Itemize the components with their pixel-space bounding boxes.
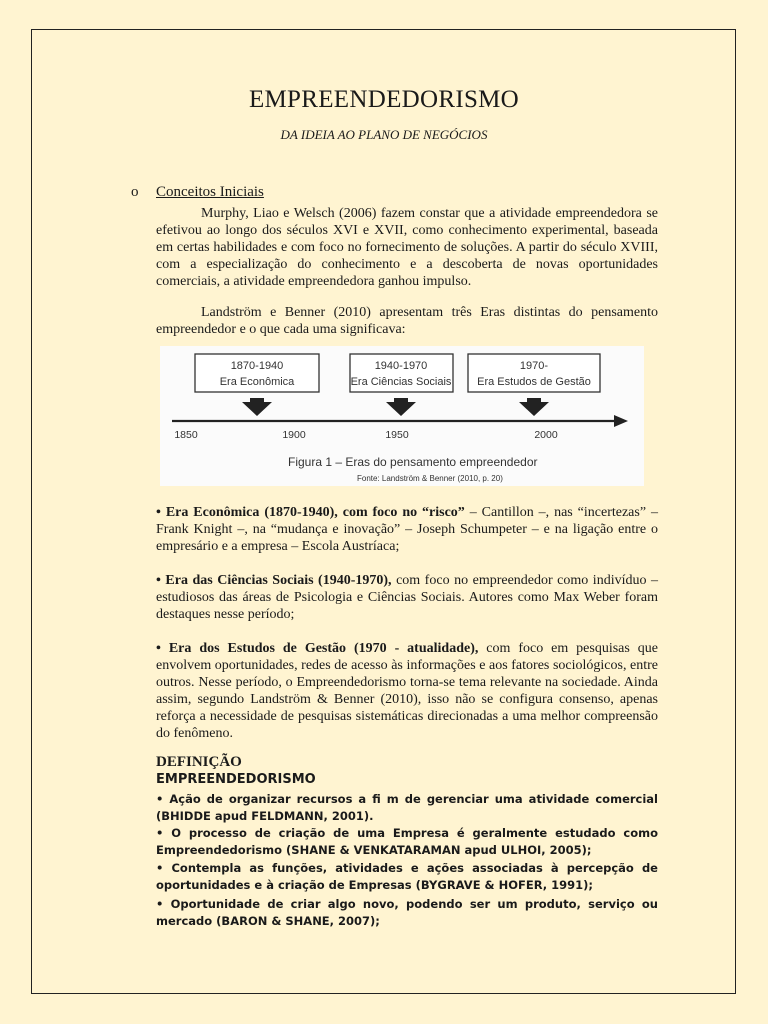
era-estudos-gestao-title: • Era dos Estudos de Gestão (1970 - atualidade),: [156, 641, 479, 656]
down-arrow-icon: [386, 398, 416, 416]
timeline-arrow-icon: [614, 415, 628, 427]
eras-timeline-svg: [160, 346, 644, 486]
section-bullet: o: [131, 184, 139, 200]
era-economica-text: – Cantillon –, nas “incertezas” – Frank Knight –, na “mudança e inovação” – Joseph Schumpeter – e na ligação entre o empresário e a empresa – Escola Austríaca;: [156, 505, 658, 554]
tick-label-2000: 2000: [534, 429, 558, 441]
era-ciencias-sociais-title: • Era das Ciências Sociais (1940-1970),: [156, 573, 392, 588]
era-name-2: Era Ciências Sociais: [350, 376, 452, 388]
tick-label-1850: 1850: [174, 429, 198, 441]
era-ciencias-sociais: [156, 572, 658, 623]
tick-label-1950: 1950: [385, 429, 409, 441]
era-estudos-gestao-text: com foco em pesquisas que envolvem oportunidades, redes de acesso às informações e aos fatores sociológicos, entre outros. Nesse período, o Empreendedorismo torna-se tema relevante na sociedade. Ainda assim, segundo Landström & Benner (2010), isso não se configura consenso, apenas reforça a necessidade de pesquisas sistemáticas direcionadas a uma melhor compreensão do fenômeno.: [156, 641, 658, 741]
eras-intro-paragraph: [156, 304, 658, 338]
definition-heading: DEFINIÇÃO: [156, 754, 242, 770]
intro-paragraph-text: Murphy, Liao e Welsch (2006) fazem constar que a atividade empreendedora se efetivou ao longo dos séculos XVI e XVII, como conhecimento experimental, baseada em certas habilidades e com foco no fornecimento de soluções. A partir do século XVIII, com a especialização do conhecimento e a descoberta de novas oportunidades comerciais, a atividade empreendedora ganhou impulso.: [156, 206, 658, 289]
era-ciencias-sociais-text: com foco no empreendedor como indivíduo – estudiosos das áreas de Psicologia e Ciências Sociais. Autores como Max Weber foram destaques nesse período;: [156, 573, 658, 622]
intro-paragraph: [156, 205, 658, 290]
era-estudos-gestao: [156, 640, 658, 742]
definition-item-2: • O processo de criação de uma Empresa é geralmente estudado como Empreendedorismo (SHANE & VENKATARAMAN apud ULHOI, 2005);: [156, 826, 658, 857]
definition-item-1: • Ação de organizar recursos a fi m de gerenciar uma atividade comercial (BHIDDE apud FELDMANN, 2001).: [156, 792, 658, 823]
era-name-1: Era Econômica: [219, 376, 295, 388]
section-title: Conceitos Iniciais: [156, 184, 264, 200]
document-subtitle: DA IDEIA AO PLANO DE NEGÓCIOS: [280, 127, 488, 142]
era-years-3: 1970-: [519, 360, 549, 372]
definition-subheading: EMPREENDEDORISMO: [156, 772, 316, 787]
definition-item-4: • Oportunidade de criar algo novo, podendo ser um produto, serviço ou mercado (BARON & SHANE, 2007);: [156, 897, 658, 928]
document-title: EMPREENDEDORISMO: [248, 86, 520, 113]
tick-label-1900: 1900: [282, 429, 306, 441]
eras-intro-text: Landström e Benner (2010) apresentam três Eras distintas do pensamento empreendedor e o que cada uma significava:: [156, 305, 658, 337]
era-years-2: 1940-1970: [374, 360, 428, 372]
down-arrow-icon: [519, 398, 549, 416]
figure-source: Fonte: Landström & Benner (2010, p. 20): [357, 474, 503, 483]
era-years-1: 1870-1940: [230, 360, 284, 372]
era-economica-title: • Era Econômica (1870-1940), com foco no “risco”: [156, 505, 465, 520]
definition-item-3: • Contempla as funções, atividades e ações associadas à percepção de oportunidades e à criação de Empresas (BYGRAVE & HOFER, 1991);: [156, 861, 658, 892]
figure-caption: Figura 1 – Eras do pensamento empreendedor: [288, 455, 538, 469]
eras-figure: [160, 346, 644, 486]
era-economica: [156, 504, 658, 555]
down-arrow-icon: [242, 398, 272, 416]
era-name-3: Era Estudos de Gestão: [477, 376, 591, 388]
